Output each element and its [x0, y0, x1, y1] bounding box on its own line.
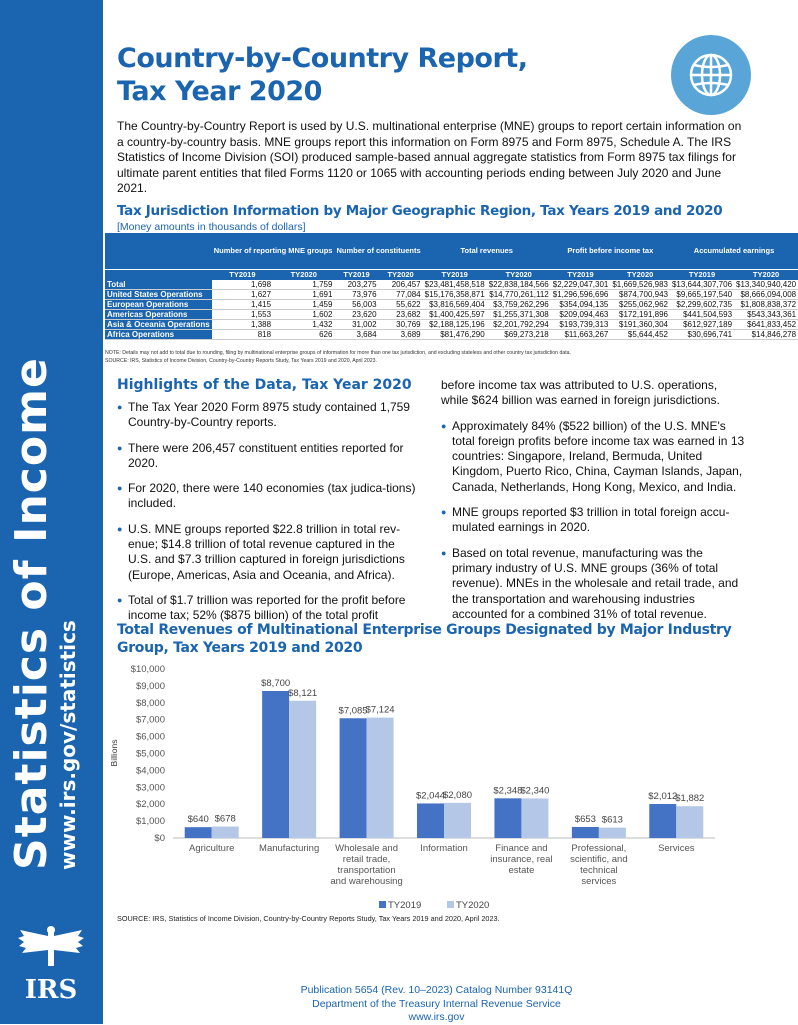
- highlights-title: Highlights of the Data, Tax Year 2020: [117, 377, 412, 393]
- bar: [185, 827, 212, 838]
- year-header: TY2020: [610, 269, 670, 280]
- bar: [417, 803, 444, 838]
- table-cell: 1,553: [212, 310, 273, 320]
- highlight-bullet: ● Approximately 84% ($522 billion) of the U.S. MNE's total foreign profits before income tax was earned in 13 countries: Singapore, Ireland, Bermuda, United Kingdom, Puerto Rico, China, Cayman Islands, Japan, Canada, Netherlands, Hong Kong, Mexico, and India.: [441, 419, 746, 495]
- table-cell: $354,094,135: [551, 300, 611, 310]
- data-label: $2,340: [520, 785, 550, 797]
- table-cell: $641,833,452: [734, 320, 798, 330]
- highlight-continued: before income tax was attributed to U.S. operations, while $624 billion was earned in foreign jurisdictions.: [441, 378, 720, 408]
- bar: [289, 701, 316, 838]
- data-label: $8,121: [288, 687, 318, 699]
- highlights-column-2: [441, 378, 746, 632]
- bar: [599, 828, 626, 838]
- col-group: Number of constituents: [334, 233, 422, 269]
- x-tick-label: retail trade,: [342, 854, 391, 865]
- table-cell: $1,669,526,983: [612, 280, 668, 289]
- table-cell: 3,689: [379, 330, 423, 340]
- col-group: Profit before income tax: [551, 233, 670, 269]
- x-tick-label: Professional,: [571, 843, 627, 854]
- bar: [521, 798, 548, 838]
- data-label: $1,882: [675, 793, 705, 805]
- col-group: Accumulated earnings: [670, 233, 798, 269]
- table-cell: $3,816,569,404: [423, 300, 487, 310]
- x-tick-label: Manufacturing: [259, 843, 320, 854]
- table-cell: $11,663,267: [551, 330, 611, 340]
- table-row: [105, 310, 798, 320]
- table-cell: $2,299,602,735: [670, 300, 734, 310]
- year-header: TY2019: [670, 269, 734, 280]
- table-title: Tax Jurisdiction Information by Major Geographic Region, Tax Years 2019 and 2020: [117, 203, 723, 219]
- y-tick-label: $0: [154, 833, 165, 844]
- y-tick-label: $8,000: [135, 697, 165, 709]
- bar: [649, 804, 676, 838]
- globe-icon: [671, 35, 751, 115]
- highlight-bullet: ● For 2020, there were 140 economies (tax judica-tions) included.: [117, 481, 417, 512]
- year-header: TY2019: [423, 269, 487, 280]
- col-group: Number of reporting MNE groups: [212, 233, 335, 269]
- data-label: $640: [187, 814, 209, 826]
- legend-swatch: [379, 901, 386, 908]
- bar: [212, 827, 239, 838]
- table-cell: $30,696,741: [670, 330, 734, 340]
- row-label: European Operations: [105, 300, 212, 310]
- year-header: TY2019: [212, 269, 273, 280]
- highlights-column-1: [117, 400, 417, 634]
- highlight-bullet: ● Total of $1.7 trillion was reported for the profit before income tax; 52% ($875 billion) of the total profit: [117, 593, 417, 624]
- revenue-bar-chart: [103, 660, 770, 910]
- x-tick-label: estate: [508, 865, 535, 876]
- table-cell: 1,691: [273, 290, 334, 300]
- row-label: Asia & Oceania Operations: [107, 320, 210, 329]
- x-tick-label: insurance, real: [490, 854, 553, 865]
- x-tick-label: Finance and: [495, 843, 548, 854]
- year-header: TY2019: [334, 269, 378, 280]
- y-tick-label: $4,000: [135, 765, 165, 777]
- table-cell: 1,415: [212, 300, 273, 310]
- table-cell: $69,273,218: [487, 330, 551, 340]
- chart-title: Total Revenues of Multinational Enterprise Groups Designated by Major Industry Group, Tax Years 2019 and 2020: [117, 622, 732, 656]
- y-tick-label: $7,000: [135, 714, 165, 726]
- table-cell: 3,684: [334, 330, 378, 340]
- row-label: Total: [105, 280, 212, 290]
- row-label: United States Operations: [105, 290, 212, 300]
- table-cell: 1,627: [212, 290, 273, 300]
- year-header: TY2020: [379, 269, 423, 280]
- y-axis-label: Billions: [109, 739, 119, 767]
- y-tick-label: $1,000: [135, 816, 165, 828]
- bar: [340, 718, 367, 838]
- table-cell: 30,769: [379, 320, 423, 330]
- footer: Publication 5654 (Rev. 10–2023) Catalog Number 93141Q Department of the Treasury Internal Revenue Service www.irs.gov: [103, 984, 770, 1025]
- row-label: Americas Operations: [105, 310, 212, 320]
- x-tick-label: scientific, and: [570, 854, 628, 865]
- x-tick-label: Agriculture: [189, 843, 235, 854]
- x-tick-label: services: [581, 876, 617, 887]
- table-cell: 56,003: [334, 300, 378, 310]
- sidebar: [0, 0, 103, 1024]
- main-content: [103, 0, 797, 1024]
- x-tick-label: and warehousing: [330, 876, 403, 887]
- table-cell: $13,644,307,706: [671, 280, 733, 289]
- region-table: [105, 233, 798, 340]
- table-cell: $15,176,358,871: [424, 290, 485, 299]
- table-cell: $81,476,290: [423, 330, 487, 340]
- chart-source: SOURCE: IRS, Statistics of Income Division, Country-by-Country Reports Study, Tax Years 2019 and 2020, April 2023.: [117, 914, 500, 923]
- intro-paragraph: The Country-by-Country Report is used by U.S. multinational enterprise (MNE) groups to report certain information on a country-by-country basis. MNE groups report this information on Form 8975 and Form 8975, Schedule A. The IRS Statistics of Income Division (SOI) produced sample-based annual aggregate statistics from Form 8975 tax filings for ultimate parent entities that filed Forms 1120 or 1065 with accounting periods ending between July 2020 and June 2021.: [117, 119, 742, 195]
- table-cell: $13,340,940,420: [736, 280, 797, 289]
- data-label: $7,124: [365, 704, 395, 716]
- table-cell: $1,808,838,372: [734, 300, 798, 310]
- col-group: Total revenues: [423, 233, 551, 269]
- table-notes: NOTE: Details may not add to total due to rounding, filing by multinational enterprise groups of information for more than one tax jurisdiction, and excluding stateless and other country tax jurisdiction data. SOURCE: IRS, Statistics of Income Division, Country-by-Country Reports Study, Tax Years 2019 and 2020, April 2023.: [105, 350, 571, 364]
- table-row: [105, 290, 798, 300]
- x-tick-label: Information: [420, 843, 468, 854]
- table-cell: 206,457: [379, 280, 423, 290]
- table-cell: $172,191,896: [610, 310, 670, 320]
- bar: [262, 691, 289, 838]
- highlight-bullet: ● There were 206,457 constituent entities reported for 2020.: [117, 441, 417, 472]
- table-cell: $14,770,261,112: [487, 290, 551, 300]
- table-cell: $1,296,596,696: [552, 290, 609, 299]
- y-tick-label: $3,000: [135, 782, 165, 794]
- irs-eagle-icon: [14, 926, 88, 968]
- bar: [444, 803, 471, 838]
- table-cell: $441,504,593: [670, 310, 734, 320]
- bar: [494, 798, 521, 838]
- data-label: $653: [574, 813, 596, 825]
- x-tick-label: transportation: [337, 865, 396, 876]
- x-tick-label: Services: [658, 843, 695, 854]
- table-cell: $1,255,371,308: [487, 310, 551, 320]
- table-cell: 626: [273, 330, 334, 340]
- statistics-url[interactable]: www.irs.gov/statistics: [56, 620, 80, 870]
- table-cell: 1,602: [273, 310, 334, 320]
- table-cell: 1,388: [212, 320, 273, 330]
- year-header: TY2020: [734, 269, 798, 280]
- table-cell: 1,459: [273, 300, 334, 310]
- bar: [572, 827, 599, 838]
- table-cell: 23,620: [334, 310, 378, 320]
- legend-label: TY2019: [388, 900, 422, 911]
- table-subtitle: [Money amounts in thousands of dollars]: [117, 221, 306, 233]
- legend-swatch: [447, 901, 454, 908]
- bar: [367, 718, 394, 838]
- table-cell: 1,759: [273, 280, 334, 290]
- irs-logo: [14, 926, 88, 1005]
- table-cell: 1,432: [273, 320, 334, 330]
- highlight-bullet: ● Based on total revenue, manufacturing was the primary industry of U.S. MNE groups (36% of total revenue). MNEs in the wholesale and retail trade, and the transportation and warehousing industries accounted for a combined 31% of total revenue.: [441, 546, 746, 622]
- table-cell: $191,360,304: [610, 320, 670, 330]
- highlight-bullet: ● MNE groups reported $3 trillion in total foreign accu-mulated earnings in 2020.: [441, 505, 746, 536]
- data-label: $7,085: [338, 705, 368, 717]
- y-tick-label: $5,000: [135, 748, 165, 760]
- table-cell: 55,622: [379, 300, 423, 310]
- table-cell: $2,201,792,294: [487, 320, 551, 330]
- bar: [676, 806, 703, 838]
- table-cell: $209,094,463: [551, 310, 611, 320]
- table-row: [105, 280, 798, 290]
- irs-logo-text: IRS: [24, 975, 78, 1005]
- data-label: $8,700: [261, 677, 291, 689]
- footer-link[interactable]: www.irs.gov: [408, 1011, 465, 1023]
- year-header: TY2020: [273, 269, 334, 280]
- table-cell: $874,700,943: [610, 290, 670, 300]
- table-cell: $543,343,361: [734, 310, 798, 320]
- data-label: $613: [601, 814, 623, 826]
- x-tick-label: technical: [580, 865, 618, 876]
- table-cell: 818: [212, 330, 273, 340]
- legend-label: TY2020: [456, 900, 490, 911]
- table-cell: $1,400,425,597: [423, 310, 487, 320]
- y-tick-label: $6,000: [135, 731, 165, 743]
- table-cell: 23,682: [379, 310, 423, 320]
- table-cell: $2,188,125,196: [423, 320, 487, 330]
- page-title: Country-by-Country Report, Tax Year 2020: [117, 43, 528, 107]
- data-label: $2,044: [415, 790, 446, 802]
- table-row: [105, 300, 798, 310]
- table-row: [105, 320, 798, 330]
- table-cell: $23,481,458,518: [424, 280, 485, 289]
- table-cell: $8,666,094,008: [734, 290, 798, 300]
- table-row: [105, 330, 798, 340]
- highlight-bullet: ● U.S. MNE groups reported $22.8 trillion in total rev-enue; $14.8 trillion of total revenue captured in the U.S. and $7.3 trillion captured in foreign jurisdictions (Europe, Americas, Asia and Oceania, and Africa).: [117, 522, 417, 583]
- data-label: $2,348: [493, 785, 523, 797]
- table-cell: 73,976: [334, 290, 378, 300]
- y-tick-label: $10,000: [130, 664, 165, 675]
- statistics-of-income-banner: Statistics of Income: [6, 357, 57, 870]
- y-tick-label: $9,000: [135, 680, 165, 692]
- table-cell: $14,846,278: [734, 330, 798, 340]
- data-label: $678: [214, 813, 236, 825]
- table-cell: 77,084: [379, 290, 423, 300]
- table-cell: $612,927,189: [670, 320, 734, 330]
- row-label: Africa Operations: [105, 330, 212, 340]
- x-tick-label: Wholesale and: [335, 843, 399, 854]
- data-label: $2,012: [648, 790, 678, 802]
- table-cell: 203,275: [334, 280, 378, 290]
- table-cell: $2,229,047,301: [552, 280, 609, 289]
- table-cell: $193,739,313: [551, 320, 611, 330]
- year-header: TY2020: [487, 269, 551, 280]
- table-cell: 31,002: [334, 320, 378, 330]
- table-cell: $3,759,262,296: [487, 300, 551, 310]
- year-header: TY2019: [551, 269, 611, 280]
- table-cell: $255,062,962: [610, 300, 670, 310]
- table-cell: $9,665,197,540: [670, 290, 734, 300]
- highlight-bullet: ● The Tax Year 2020 Form 8975 study contained 1,759 Country-by-Country reports.: [117, 400, 417, 431]
- table-cell: 1,698: [212, 280, 273, 290]
- table-cell: $22,838,184,566: [488, 280, 549, 289]
- table-cell: $5,644,452: [610, 330, 670, 340]
- y-tick-label: $2,000: [135, 799, 165, 811]
- data-label: $2,080: [442, 789, 473, 801]
